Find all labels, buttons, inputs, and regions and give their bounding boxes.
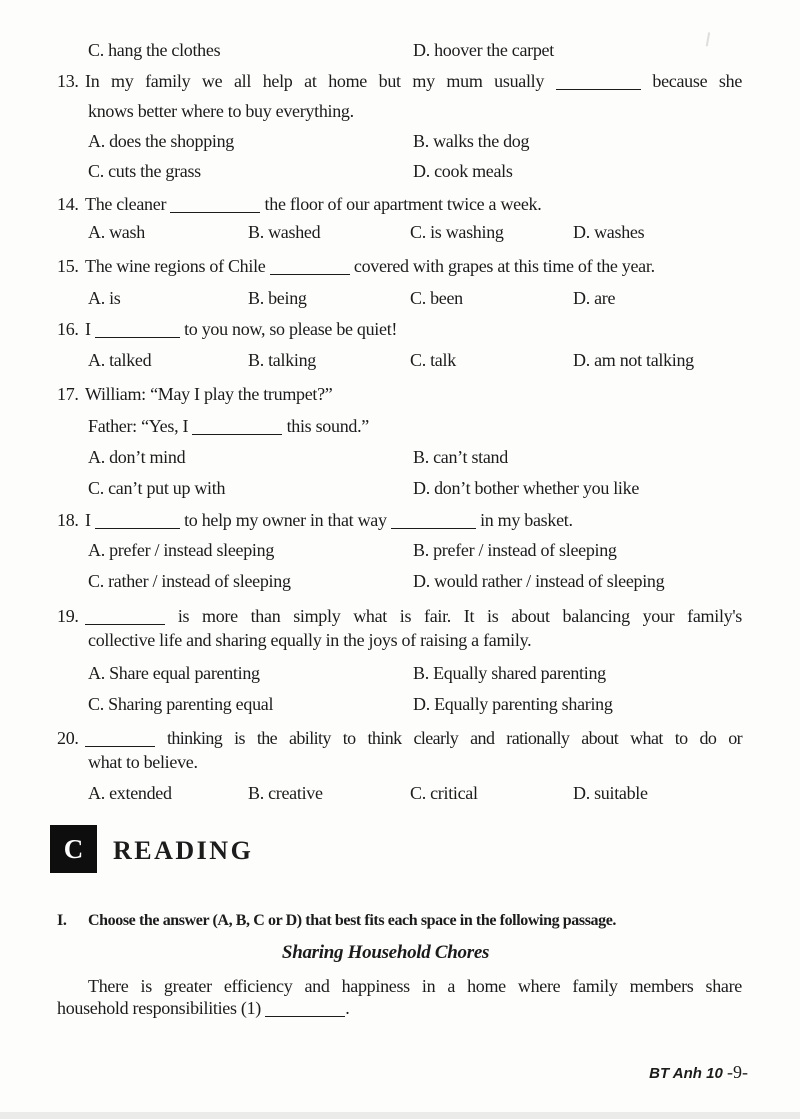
- question-19-option-b: B. Equally shared parenting: [413, 663, 606, 683]
- section-c-letter: C: [63, 833, 84, 864]
- question-17-line2: [88, 415, 369, 437]
- question-15-stem-pre: The wine regions of Chile: [85, 256, 266, 276]
- question-17-number: 17.: [57, 384, 79, 404]
- question-19-stem-line2: collective life and sharing equally in the joys of raising a family.: [88, 630, 532, 650]
- question-15-option-a: A. is: [88, 288, 121, 308]
- blank-line: [85, 610, 165, 625]
- passage-line-2: [57, 997, 349, 1019]
- question-13-stem-pre: In my family we all help at home but my mum usually: [85, 71, 545, 91]
- question-17-line2-post: this sound.”: [286, 416, 369, 436]
- question-19-option-c: C. Sharing parenting equal: [88, 694, 274, 714]
- question-18-option-c: C. rather / instead of sleeping: [88, 571, 291, 591]
- question-14-stem-pre: The cleaner: [85, 194, 167, 214]
- question-17-line1: William: “May I play the trumpet?”: [85, 384, 333, 404]
- question-13-option-a: A. does the shopping: [88, 131, 234, 151]
- question-19-number: 19.: [57, 606, 79, 626]
- question-17-line2-pre: Father: “Yes, I: [88, 416, 189, 436]
- reading-instruction: Choose the answer (A, B, C or D) that best fits each space in the following passage.: [88, 912, 617, 929]
- question-14-stem-post: the floor of our apartment twice a week.: [264, 194, 542, 214]
- question-18-stem-post: in my basket.: [480, 510, 573, 530]
- question-15-option-c: C. been: [410, 288, 463, 308]
- question-18-option-d: D. would rather / instead of sleeping: [413, 571, 665, 591]
- question-15-option-b: B. being: [248, 288, 307, 308]
- question-18-option-a: A. prefer / instead sleeping: [88, 540, 275, 560]
- prev-option-c: C. hang the clothes: [88, 40, 221, 60]
- question-20-option-d: D. suitable: [573, 783, 648, 803]
- question-20-stem-line2: what to believe.: [88, 752, 198, 772]
- question-16-stem-post: to you now, so please be quiet!: [184, 319, 398, 339]
- question-16-option-c: C. talk: [410, 350, 456, 370]
- question-18-option-b: B. prefer / instead of sleeping: [413, 540, 617, 560]
- question-16-stem: [85, 318, 397, 340]
- question-19-stem-post: is more than simply what is fair. It is about balancing your family's: [177, 606, 742, 626]
- blank-line: [95, 514, 180, 529]
- section-c-title: READING: [113, 836, 254, 865]
- prev-option-d: D. hoover the carpet: [413, 40, 554, 60]
- question-15-stem: [85, 255, 655, 277]
- question-16-option-a: A. talked: [88, 350, 152, 370]
- question-19-option-d: D. Equally parenting sharing: [413, 694, 613, 714]
- question-17-option-c: C. can’t put up with: [88, 478, 226, 498]
- question-16-option-b: B. talking: [248, 350, 316, 370]
- question-18-number: 18.: [57, 510, 79, 530]
- question-16-stem-pre: I: [85, 319, 91, 339]
- question-14-number: 14.: [57, 194, 79, 214]
- question-20-stem-post: thinking is the ability to think clearly and rationally about what to do or: [166, 728, 742, 748]
- reading-instruction-number: I.: [57, 912, 67, 929]
- question-20-stem-line1: [85, 727, 742, 749]
- question-14-option-a: A. wash: [88, 222, 145, 242]
- scan-edge-bottom: [0, 1112, 800, 1119]
- passage-line-2-period: .: [345, 998, 350, 1018]
- question-17-option-d: D. don’t bother whether you like: [413, 478, 640, 498]
- question-15-option-d: D. are: [573, 288, 616, 308]
- question-16-number: 16.: [57, 319, 79, 339]
- question-20-option-c: C. critical: [410, 783, 478, 803]
- blank-line: [170, 198, 260, 213]
- question-18-stem-pre: I: [85, 510, 91, 530]
- question-13-stem-post: because she: [652, 71, 743, 91]
- question-13-stem-line1: [85, 70, 742, 92]
- section-c-box: [50, 825, 97, 873]
- question-13-number: 13.: [57, 71, 79, 91]
- footer-book-title: BT Anh 10: [649, 1065, 723, 1082]
- question-17-option-a: A. don’t mind: [88, 447, 186, 467]
- question-20-option-b: B. creative: [248, 783, 323, 803]
- question-20-option-a: A. extended: [88, 783, 172, 803]
- blank-line: [270, 260, 350, 275]
- question-18-stem: [85, 509, 573, 531]
- question-13-option-d: D. cook meals: [413, 161, 513, 181]
- question-18-stem-mid: to help my owner in that way: [184, 510, 387, 530]
- passage-line-2-pre: household responsibilities (1): [57, 998, 261, 1018]
- page-footer: [450, 1061, 748, 1085]
- question-20-number: 20.: [57, 728, 79, 748]
- question-19-stem-line1: [85, 605, 742, 627]
- footer-page-number: -9-: [727, 1062, 748, 1082]
- blank-line: [85, 732, 155, 747]
- question-14-option-c: C. is washing: [410, 222, 504, 242]
- question-13-option-b: B. walks the dog: [413, 131, 530, 151]
- question-13-option-c: C. cuts the grass: [88, 161, 201, 181]
- passage-title: Sharing Household Chores: [281, 942, 490, 963]
- blank-line: [391, 514, 476, 529]
- question-14-stem: [85, 193, 541, 215]
- question-17-option-b: B. can’t stand: [413, 447, 508, 467]
- question-16-option-d: D. am not talking: [573, 350, 694, 370]
- blank-line: [95, 323, 180, 338]
- question-15-stem-post: covered with grapes at this time of the year.: [353, 256, 655, 276]
- question-14-option-b: B. washed: [248, 222, 321, 242]
- question-15-number: 15.: [57, 256, 79, 276]
- question-13-stem-line2: knows better where to buy everything.: [88, 101, 354, 121]
- passage-line-1: There is greater efficiency and happiness in a home where family members share: [88, 976, 742, 996]
- blank-line: [192, 420, 282, 435]
- blank-line: [556, 75, 641, 90]
- question-19-option-a: A. Share equal parenting: [88, 663, 260, 683]
- scan-artifact-mark: [702, 32, 710, 47]
- blank-line: [265, 1002, 345, 1017]
- question-14-option-d: D. washes: [573, 222, 645, 242]
